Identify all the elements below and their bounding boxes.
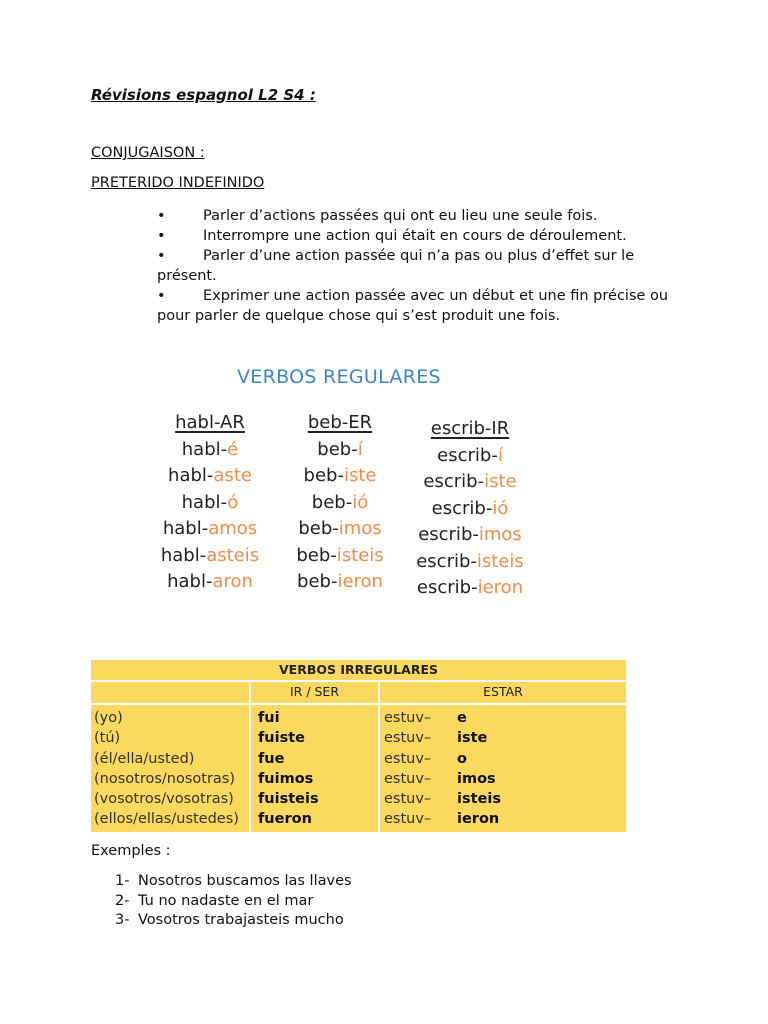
list-item [115,872,352,892]
document-title: Révisions espagnol L2 S4 : [91,86,316,104]
table-cell: fuimos [258,770,314,787]
section-heading: CONJUGAISON : [91,145,205,161]
bullet-text: Parler d’une action passée qui n’a pas ou plus d’effet sur le présent. [157,248,635,284]
bullet-text: Interrompre une action qui était en cours de déroulement. [203,228,627,244]
example-text: Nosotros buscamos las llaves [138,873,352,889]
table-cell: e [457,710,467,726]
table-cell: ieron [457,811,500,828]
conjugation-form: beb-ieron [297,571,383,592]
table-cell: (vosotros/vosotras) [94,791,234,808]
example-text: Vosotros trabajasteis mucho [138,912,344,928]
bullet-text: Exprimer une action passée avec un début et une fin précise ou pour parler de quelque chose qui s’est produit une fois. [157,288,669,324]
conjugation-form: beb-isteis [296,544,384,566]
table-cell: (tú) [94,730,121,747]
conjugation-form: beb-ió [311,491,369,513]
column-header-ir-ser: IR / SER [289,684,340,699]
bullet-marker: • [157,288,166,304]
conjugation-form: habl-ó [181,491,239,513]
estar-ending-column [457,708,501,830]
table-cell: estuv– [384,770,432,787]
conjugation-form: beb-iste [303,465,377,486]
table-cell: isteis [457,791,501,808]
list-item [157,226,697,246]
table-cell: fue [258,750,285,767]
conjugation-column-ir [410,416,530,602]
table-cell: estuv– [384,811,432,828]
table-cell: estuv– [384,710,432,726]
ir-ser-column [258,708,319,830]
table-cell: estuv– [384,791,432,808]
irregular-verbs-table [91,660,626,832]
table-cell: (yo) [94,710,123,726]
subsection-heading: PRETERIDO INDEFINIDO [91,175,265,191]
conjugation-form: escrib-isteis [416,550,524,572]
usage-bullet-list [157,206,697,326]
conjugation-form: habl-asteis [160,544,260,566]
column-header: beb-ER [307,412,373,433]
table-cell: fuisteis [258,791,319,808]
table-cell: fui [258,710,280,726]
table-cell: fueron [258,811,312,828]
table-cell: estuv– [384,730,432,747]
example-number: 1- [115,873,130,889]
list-item [157,206,697,226]
table-cell: iste [457,730,488,747]
conjugation-form: beb-imos [298,518,382,539]
conjugation-form: escrib-imos [418,524,522,545]
conjugation-form: escrib-ieron [416,577,524,598]
example-number: 2- [115,892,130,909]
table-cell: (ellos/ellas/ustedes) [94,811,239,828]
column-header-estar: ESTAR [483,684,523,699]
list-item [157,286,697,326]
column-header: habl-AR [175,412,245,433]
table-divider [378,680,380,832]
conjugation-form: escrib-ió [431,497,509,519]
table-cell: (él/ella/usted) [94,750,195,767]
conjugation-form: beb-í [317,438,363,460]
conjugation-form: habl-amos [162,518,258,539]
table-cell: estuv– [384,750,432,767]
examples-label: Exemples : [91,843,171,859]
list-item [115,911,352,931]
column-header: escrib-IR [430,418,510,439]
bullet-marker: • [157,228,166,244]
conjugation-form: habl-é [181,438,239,460]
table-divider [249,680,251,832]
example-number: 3- [115,912,130,928]
conjugation-form: escrib-iste [423,471,517,492]
bullet-marker: • [157,248,166,264]
examples-list [115,872,352,931]
estar-stem-column [384,708,431,830]
table-cell: (nosotros/nosotras) [94,770,236,787]
regular-verbs-title: VERBOS REGULARES [237,366,441,388]
list-item [157,246,697,286]
example-text: Tu no nadaste en el mar [138,892,314,909]
irregular-table-title: VERBOS IRREGULARES [278,662,438,677]
conjugation-column-er [290,410,390,596]
table-cell: o [457,750,467,767]
conjugation-form: escrib-í [437,444,503,466]
conjugation-form: habl-aste [168,465,252,486]
bullet-text: Parler d’actions passées qui ont eu lieu une seule fois. [203,208,598,224]
conjugation-form: habl-aron [167,571,253,592]
list-item [115,892,352,912]
bullet-marker: • [157,208,166,224]
table-cell: fuiste [258,730,305,747]
pronoun-column [94,708,239,830]
conjugation-column-ar [160,410,260,596]
table-cell: imos [457,770,496,787]
table-divider [91,680,626,682]
table-divider [91,703,626,705]
